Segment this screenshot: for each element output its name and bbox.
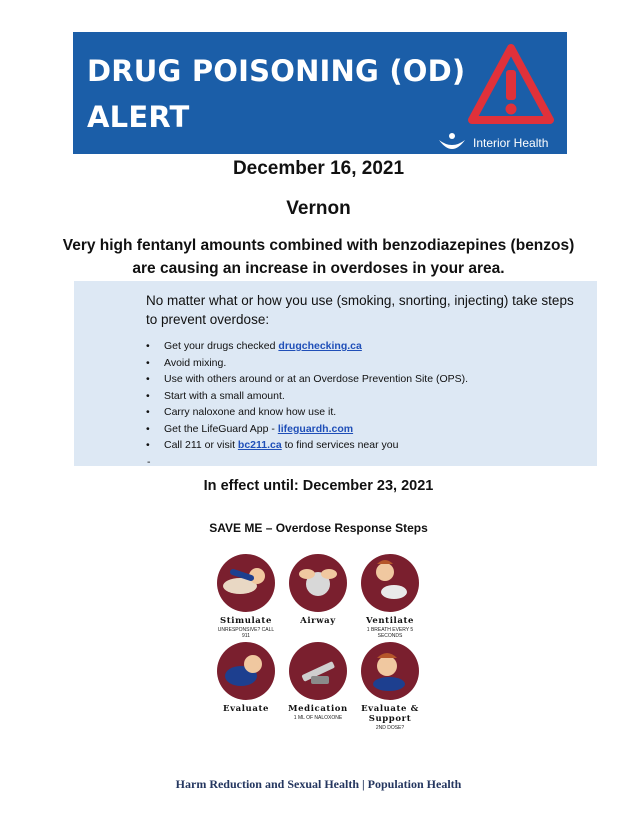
- step-evaluate-support: [345, 640, 435, 731]
- warning-triangle-icon: [466, 42, 556, 126]
- step-subtext: 2ND DOSE?: [375, 725, 405, 731]
- banner-title-line2: ALERT: [87, 100, 190, 134]
- step-name: Ventilate: [365, 616, 415, 626]
- step-name: Evaluate: [223, 704, 269, 714]
- step-name: Airway: [300, 616, 336, 626]
- step-ventilate: [345, 552, 435, 639]
- list-item: • Get your drugs checked drugchecking.ca: [146, 338, 468, 355]
- list-item: • Use with others around or at an Overdose Prevention Site (OPS).: [146, 371, 468, 388]
- footer: Harm Reduction and Sexual Health | Population Health: [175, 777, 462, 791]
- effective-until: In effect until: December 23, 2021: [203, 478, 434, 494]
- step-subtext: 1 BREATH EVERY 5 SECONDS: [366, 627, 414, 639]
- prevention-box: [74, 281, 597, 466]
- medication-icon: [287, 640, 349, 702]
- alert-location: Vernon: [286, 198, 351, 219]
- drugchecking-link[interactable]: drugchecking.ca: [278, 340, 362, 352]
- evaluate-icon: [215, 640, 277, 702]
- step-subtext: UNRESPONSIVE? CALL 911: [217, 627, 275, 639]
- banner-title-line1: DRUG POISONING (OD): [87, 54, 466, 88]
- step-subtext: 1 ML OF NALOXONE: [293, 715, 343, 721]
- interior-health-logo-icon: [437, 132, 467, 154]
- step-name: Evaluate & Support: [361, 704, 419, 724]
- alert-date: December 16, 2021: [232, 158, 405, 179]
- ventilate-icon: [359, 552, 421, 614]
- list-item: • Start with a small amount.: [146, 388, 468, 405]
- evaluate-support-icon: [359, 640, 421, 702]
- list-item: • Carry naloxone and know how use it.: [146, 404, 468, 421]
- prevention-intro: No matter what or how you use (smoking, snorting, injecting) take steps to prevent overdose:: [146, 293, 574, 327]
- stimulate-icon: [215, 552, 277, 614]
- logo-text: Interior Health: [473, 136, 549, 150]
- warning-line2: are causing an increase in overdoses in your area.: [132, 260, 505, 277]
- alert-banner: [73, 32, 567, 154]
- step-name: Stimulate: [220, 616, 272, 626]
- bc211-link[interactable]: bc211.ca: [237, 439, 282, 451]
- save-me-title: SAVE ME – Overdose Response Steps: [209, 521, 428, 535]
- warning-message: [0, 234, 637, 280]
- list-item: • Get the LifeGuard App - lifeguardh.com: [146, 421, 468, 438]
- warning-line1: Very high fentanyl amounts combined with benzodiazepines (benzos): [62, 237, 575, 254]
- list-item: • Call 211 or visit bc211.ca to find services near you: [146, 437, 468, 454]
- step-name: Medication: [288, 704, 348, 714]
- airway-icon: [287, 552, 349, 614]
- list-item: • Avoid mixing.: [146, 355, 468, 372]
- prevention-steps: [146, 338, 468, 454]
- banner-title: [87, 48, 487, 140]
- interior-health-logo: [437, 132, 548, 154]
- lifeguard-link[interactable]: lifeguardh.com: [277, 422, 354, 435]
